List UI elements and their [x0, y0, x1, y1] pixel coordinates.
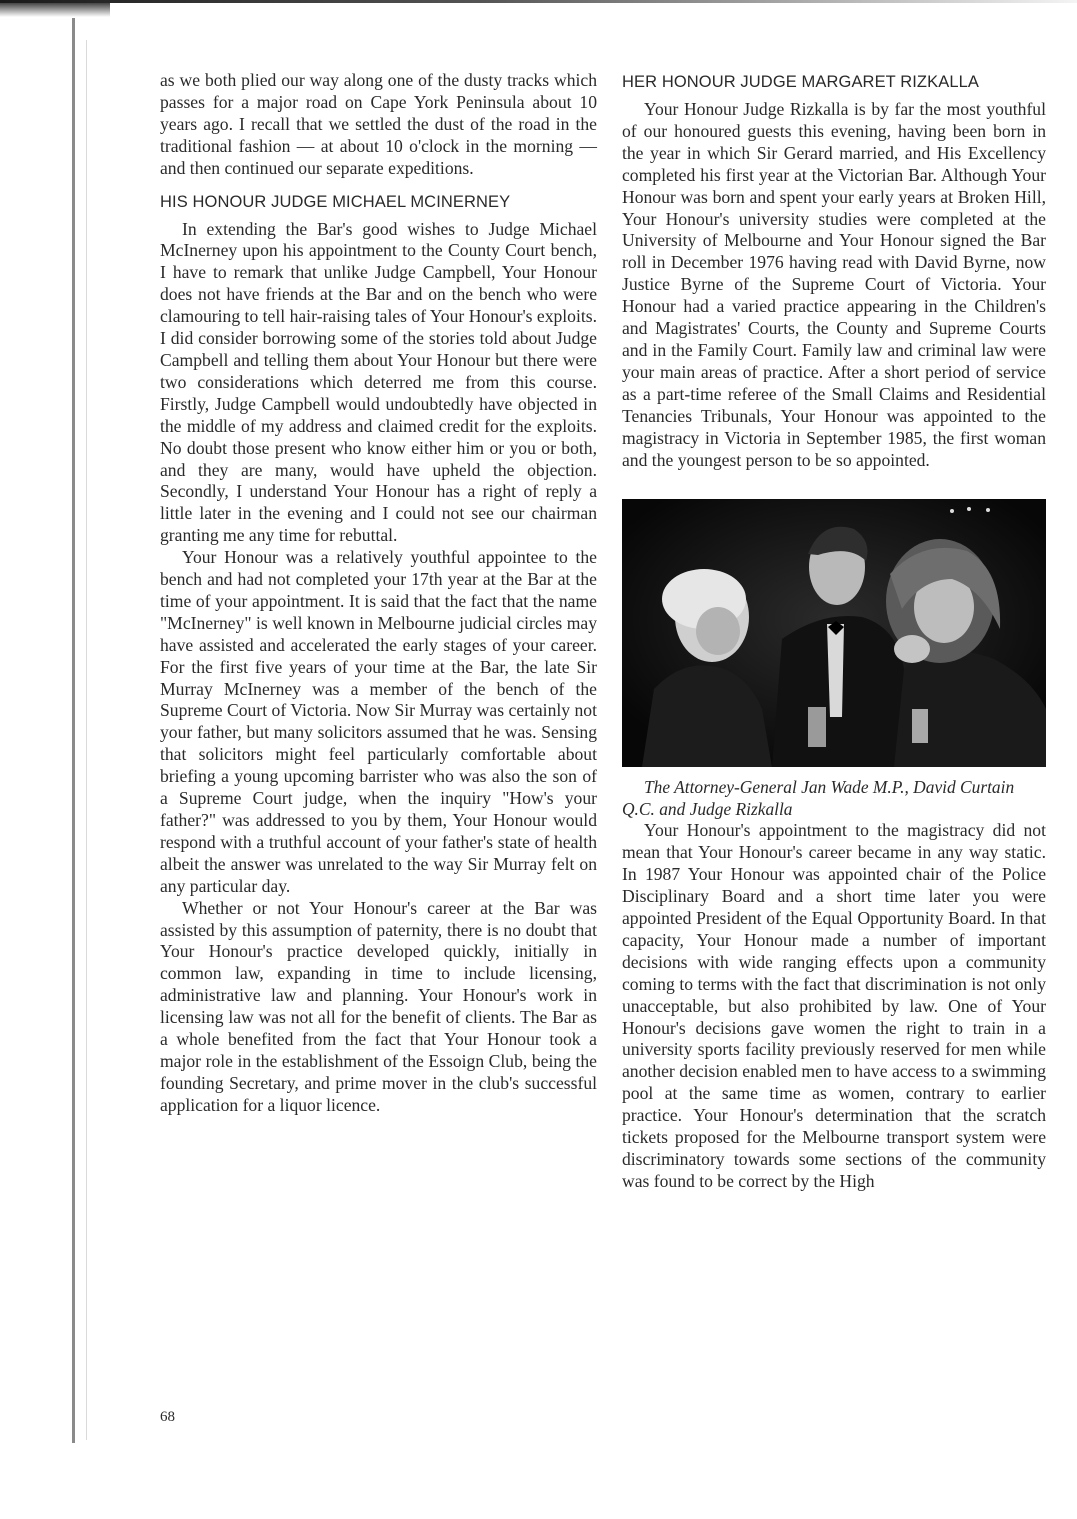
photo-caption: The Attorney-General Jan Wade M.P., David Curtain Q.C. and Judge Rizkalla	[622, 777, 1015, 819]
scan-shadow	[0, 3, 110, 17]
section-heading-mcinerney: HIS HONOUR JUDGE MICHAEL MCINERNEY	[160, 192, 511, 211]
left-paragraph-4: Whether or not Your Honour's career at the Bar was assisted by this assumption of paternity, there is no doubt that Your Honour's practice developed quickly, initially in common law, expanding in time to include licensing, administrative law and planning. Your Honour's work in licensing law was not all for the benefit of clients. The Bar as a whole benefited from the fact that Your Honour took a major role in the establishment of the Essoign Club, being the founding Secretary, and prime mover in the club's successful application for a liquor licence.	[160, 897, 597, 1115]
event-photo-image	[622, 499, 1046, 767]
right-column	[622, 70, 1046, 1193]
event-photo	[622, 499, 1046, 767]
binding-edge	[72, 18, 75, 1443]
left-column	[160, 70, 597, 1117]
left-paragraph-2: In extending the Bar's good wishes to Judge Michael McInerney upon his appointment to the County Court bench, I have to remark that unlike Judge Campbell, Your Honour does not have friends at the Bar and on the bench who were clamouring to tell hair-raising tales of Your Honour's exploits. I did consider borrowing some of the stories told about Judge Campbell and telling them about Your Honour but there were two considerations which deterred me from this course. Firstly, Judge Campbell would undoubtedly have objected in the middle of my address and claimed credit for the exploits. No doubt those present who know either him or you or both, and they are many, would have upheld the objection. Secondly, I understand Your Honour has a right of reply a little later in the evening and I could not see our chairman granting me any time for rebuttal.	[160, 218, 597, 546]
right-paragraph-2: Your Honour's appointment to the magistracy did not mean that Your Honour's career became in any way static. In 1987 Your Honour was appointed chair of the Police Disciplinary Board and a short time later you were appointed President of the Equal Opportunity Board. In that capacity, Your Honour made a number of important decisions with wide ranging effects upon a community coming to terms with the fact that discrimination is not only unacceptable, but also prohibited by law. One of Your Honour's decisions gave women the right to train in a university sports facility previously reserved for men while another decision enabled men to have access to a swimming pool at the same time as women, contrary to earlier practice. Your Honour's determination that the scratch tickets proposed for the Melbourne transport system were discriminatory towards some sections of the community was found to be correct by the High	[622, 820, 1046, 1191]
page-number: 68	[160, 1409, 175, 1425]
section-heading-rizkalla: HER HONOUR JUDGE MARGARET RIZKALLA	[622, 73, 979, 91]
left-paragraph-1: as we both plied our way along one of the dusty tracks which passes for a major road on Cape York Peninsula about 10 years ago. I recall that we settled the dust of the road in the traditional fashion — at about 10 o'clock in the morning — and then continued our separate expeditions.	[160, 70, 597, 178]
top-edge-rule	[0, 0, 1077, 3]
right-paragraph-1: Your Honour Judge Rizkalla is by far the most youthful of our honoured guests this evening, having been born in the year in which Sir Gerard married, and His Excellency completed his first year at the Victorian Bar. Although Your Honour was born and spent your early years at Broken Hill, Your Honour's university studies were completed at the University of Melbourne and Your Honour signed the Bar roll in December 1976 having read with David Byrne, now Justice Byrne of the Supreme Court of Victoria. Your Honour had a varied practice appearing in the Children's and Magistrates' Courts, the County and Supreme Courts and in the Family Court. Family law and criminal law were your main areas of practice. After a short period of service as a part-time referee of the Small Claims and Residential Tenancies Tribunals, Your Honour was appointed to the magistracy in Victoria in September 1985, the first woman and the youngest person to be so appointed.	[622, 99, 1046, 470]
binding-shadow	[86, 40, 87, 1440]
left-paragraph-3: Your Honour was a relatively youthful appointee to the bench and had not completed your 17th year at the Bar at the time of your appointment. It is said that the fact that the name "McInerney" is well known in Melbourne judicial circles may have assisted and accelerated the early stages of your career. For the first five years of your time at the Bar, the late Sir Murray McInerney was a member of the bench of the Supreme Court of Victoria. Now Sir Murray was certainly not your father, but many solicitors assumed that he was. Sensing that solicitors might feel particularly comfortable about briefing a young upcoming barrister who was also the son of a Supreme Court judge, when the inquiry "How's your father?" was addressed to you by them, Your Honour would respond with a truthful account of your father's state of health albeit the answer was unrelated to the way Sir Murray felt on any particular day.	[160, 547, 597, 896]
